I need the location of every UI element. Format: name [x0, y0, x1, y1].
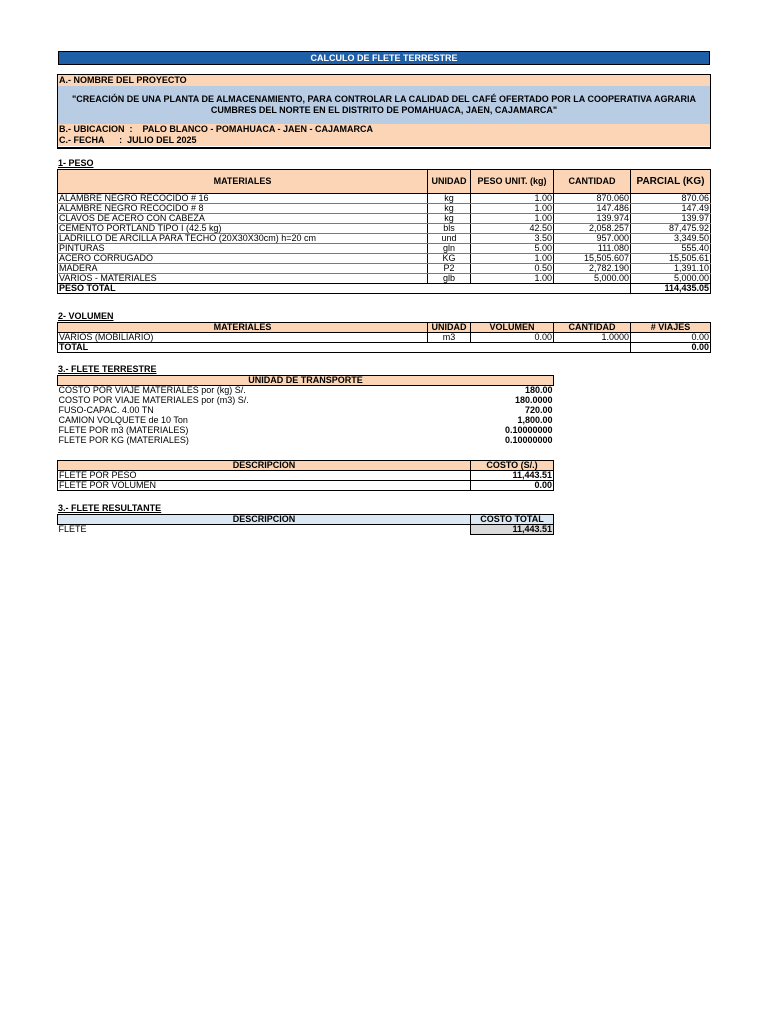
- flete-row-value: 1,800.00: [517, 415, 553, 425]
- project-info-box: [57, 74, 711, 149]
- flete-header-row: [58, 376, 554, 386]
- costos-table: [57, 460, 554, 491]
- peso-total-row: [58, 284, 711, 294]
- flete-row-value: 180.00: [524, 385, 553, 396]
- peso-row-peso: 1.00: [471, 214, 554, 224]
- table-row: [58, 264, 711, 274]
- costos-row-value: 11,443.51: [471, 471, 554, 481]
- peso-section-title: 1- PESO: [58, 158, 94, 168]
- table-row: [58, 204, 711, 214]
- peso-row-material: VARIOS - MATERIALES: [58, 274, 428, 284]
- table-row: [58, 274, 711, 284]
- table-row: [58, 333, 711, 343]
- peso-row-cantidad: 147.486: [554, 204, 631, 214]
- peso-row-parcial: 3,349.50: [631, 234, 711, 244]
- volumen-header-viajes: # VIAJES: [631, 323, 711, 333]
- flete-row-value: 0.10000000: [504, 435, 553, 445]
- table-row: [58, 436, 554, 446]
- peso-header-parcial: PARCIAL (KG): [631, 170, 711, 194]
- costos-row-label: FLETE POR PESO: [58, 471, 471, 481]
- flete-header: UNIDAD DE TRANSPORTE: [58, 376, 554, 386]
- peso-row-peso: 42.50: [471, 224, 554, 234]
- peso-row-unidad: und: [428, 234, 471, 244]
- table-row: [58, 254, 711, 264]
- peso-row-cantidad: 2,782.190: [554, 264, 631, 274]
- peso-row-peso: 1.00: [471, 194, 554, 204]
- peso-row-peso: 3.50: [471, 234, 554, 244]
- table-row: [58, 214, 711, 224]
- peso-row-material: CLAVOS DE ACERO CON CABEZA: [58, 214, 428, 224]
- peso-row-cantidad: 5,000.00: [554, 274, 631, 284]
- volumen-header-row: [58, 323, 711, 333]
- peso-header-materiales: MATERIALES: [58, 170, 428, 194]
- peso-row-material: ALAMBRE NEGRO RECOCIDO # 8: [58, 204, 428, 214]
- volumen-section-title: 2- VOLUMEN: [58, 311, 114, 321]
- peso-table: [57, 169, 711, 294]
- project-name-label: A.- NOMBRE DEL PROYECTO: [58, 75, 710, 86]
- volumen-row-cantidad: 1.0000: [554, 333, 631, 343]
- costos-header-row: [58, 461, 554, 471]
- table-row: [58, 481, 554, 491]
- peso-row-unidad: kg: [428, 214, 471, 224]
- peso-row-peso: 1.00: [471, 204, 554, 214]
- flete-row-label: CAMION VOLQUETE de 10 Ton: [58, 415, 188, 425]
- volumen-total-label: TOTAL: [58, 343, 631, 353]
- flete-row-label: COSTO POR VIAJE MATERIALES por (m3) S/.: [58, 395, 249, 405]
- volumen-header-unidad: UNIDAD: [428, 323, 471, 333]
- table-row: [58, 471, 554, 481]
- peso-row-peso: 1.00: [471, 254, 554, 264]
- peso-row-unidad: P2: [428, 264, 471, 274]
- peso-header-row: [58, 170, 711, 194]
- resultante-header-descripcion: DESCRIPCION: [58, 515, 471, 525]
- table-row: [58, 194, 711, 204]
- peso-row-unidad: kg: [428, 194, 471, 204]
- peso-row-parcial: 147.49: [631, 204, 711, 214]
- flete-row-label: FUSO-CAPAC. 4.00 TN: [58, 405, 154, 415]
- peso-row-cantidad: 957.000: [554, 234, 631, 244]
- table-row: [58, 416, 554, 426]
- peso-row-cantidad: 2,058.257: [554, 224, 631, 234]
- costos-row-label: FLETE POR VOLUMEN: [58, 481, 471, 491]
- volumen-total-row: [58, 343, 711, 353]
- peso-row-unidad: gln: [428, 244, 471, 254]
- peso-header-unidad: UNIDAD: [428, 170, 471, 194]
- peso-row-material: CEMENTO PORTLAND TIPO I (42.5 kg): [58, 224, 428, 234]
- peso-row-unidad: KG: [428, 254, 471, 264]
- volumen-row-unidad: m3: [428, 333, 471, 343]
- peso-row-cantidad: 870.060: [554, 194, 631, 204]
- flete-row-value: 180.0000: [514, 395, 553, 405]
- project-name: "CREACIÓN DE UNA PLANTA DE ALMACENAMIENTO, PARA CONTROLAR LA CALIDAD DEL CAFÉ OFERTADO POR LA COOPERATIVA AGRARIA CUMBRES DEL NORTE EN EL DISTRITO DE POMAHUACA, JAEN, CAJAMARCA": [58, 86, 710, 124]
- peso-row-material: ALAMBRE NEGRO RECOCIDO # 16: [58, 194, 428, 204]
- flete-row-label: FLETE POR m3 (MATERIALES): [58, 425, 189, 435]
- table-row: [58, 224, 711, 234]
- volumen-table: [57, 322, 711, 353]
- volumen-row-material: VARIOS (MOBILIARIO): [58, 333, 428, 343]
- peso-row-parcial: 870.06: [631, 194, 711, 204]
- project-date: C.- FECHA : JULIO DEL 2025: [58, 135, 710, 146]
- table-row: [58, 426, 554, 436]
- peso-row-parcial: 1,391.10: [631, 264, 711, 274]
- peso-header-peso-unit: PESO UNIT. (kg): [471, 170, 554, 194]
- peso-row-peso: 0.50: [471, 264, 554, 274]
- table-row: [58, 396, 554, 406]
- volumen-row-viajes: 0.00: [691, 332, 709, 342]
- peso-row-peso: 1.00: [471, 274, 554, 284]
- volumen-header-volumen: VOLUMEN: [471, 323, 554, 333]
- peso-row-parcial: 5,000.00: [673, 273, 709, 283]
- table-row: [58, 406, 554, 416]
- peso-row-peso: 5.00: [471, 244, 554, 254]
- peso-row-material: ACERO CORRUGADO: [58, 254, 428, 264]
- flete-row-value: 0.10000000: [504, 425, 553, 435]
- project-location: B.- UBICACION : PALO BLANCO - POMAHUACA - JAEN - CAJAMARCA: [58, 124, 710, 135]
- peso-row-unidad: kg: [428, 204, 471, 214]
- flete-row-label: FLETE POR KG (MATERIALES): [58, 435, 189, 445]
- resultante-row-label: FLETE: [58, 524, 87, 535]
- resultante-section-title: 3.- FLETE RESULTANTE: [58, 503, 162, 513]
- flete-table: [57, 375, 554, 446]
- volumen-row-volumen: 0.00: [471, 333, 554, 343]
- table-row: [58, 244, 711, 254]
- table-row: [58, 525, 554, 535]
- costos-row-value: 0.00: [471, 481, 554, 491]
- peso-total-value: 114,435.05: [631, 284, 711, 294]
- peso-row-parcial: 87,475.92: [631, 224, 711, 234]
- peso-row-parcial: 15,505.61: [631, 254, 711, 264]
- flete-section-title: 3.- FLETE TERRESTRE: [58, 364, 157, 374]
- peso-row-unidad: bls: [428, 224, 471, 234]
- page-title: CALCULO DE FLETE TERRESTRE: [58, 51, 710, 65]
- peso-row-material: LADRILLO DE ARCILLA PARA TECHO (20X30X30cm) h=20 cm: [58, 234, 428, 244]
- peso-total-label: PESO TOTAL: [58, 284, 631, 294]
- peso-row-parcial: 139.97: [631, 214, 711, 224]
- peso-header-cantidad: CANTIDAD: [554, 170, 631, 194]
- resultante-table: [57, 514, 554, 535]
- flete-row-label: COSTO POR VIAJE MATERIALES por (kg) S/.: [58, 385, 246, 396]
- peso-row-parcial: 555.40: [631, 244, 711, 254]
- resultante-header-row: [58, 515, 554, 525]
- peso-row-unidad: glb: [428, 274, 471, 284]
- flete-row-value: 720.00: [524, 405, 553, 415]
- table-row: [58, 386, 554, 396]
- peso-row-material: PINTURAS: [58, 244, 428, 254]
- resultante-header-costo: COSTO TOTAL: [471, 515, 554, 525]
- peso-row-cantidad: 15,505.607: [554, 254, 631, 264]
- peso-row-material: MADERA: [58, 264, 428, 274]
- peso-row-cantidad: 111.080: [554, 244, 631, 254]
- resultante-row-value: 11,443.51: [471, 525, 554, 535]
- volumen-total-value: 0.00: [631, 343, 711, 353]
- costos-header-descripcion: DESCRIPCION: [58, 461, 471, 471]
- table-row: [58, 234, 711, 244]
- volumen-header-materiales: MATERIALES: [58, 323, 428, 333]
- volumen-header-cantidad: CANTIDAD: [554, 323, 631, 333]
- peso-row-cantidad: 139.974: [554, 214, 631, 224]
- costos-header-costo: COSTO (S/.): [471, 461, 554, 471]
